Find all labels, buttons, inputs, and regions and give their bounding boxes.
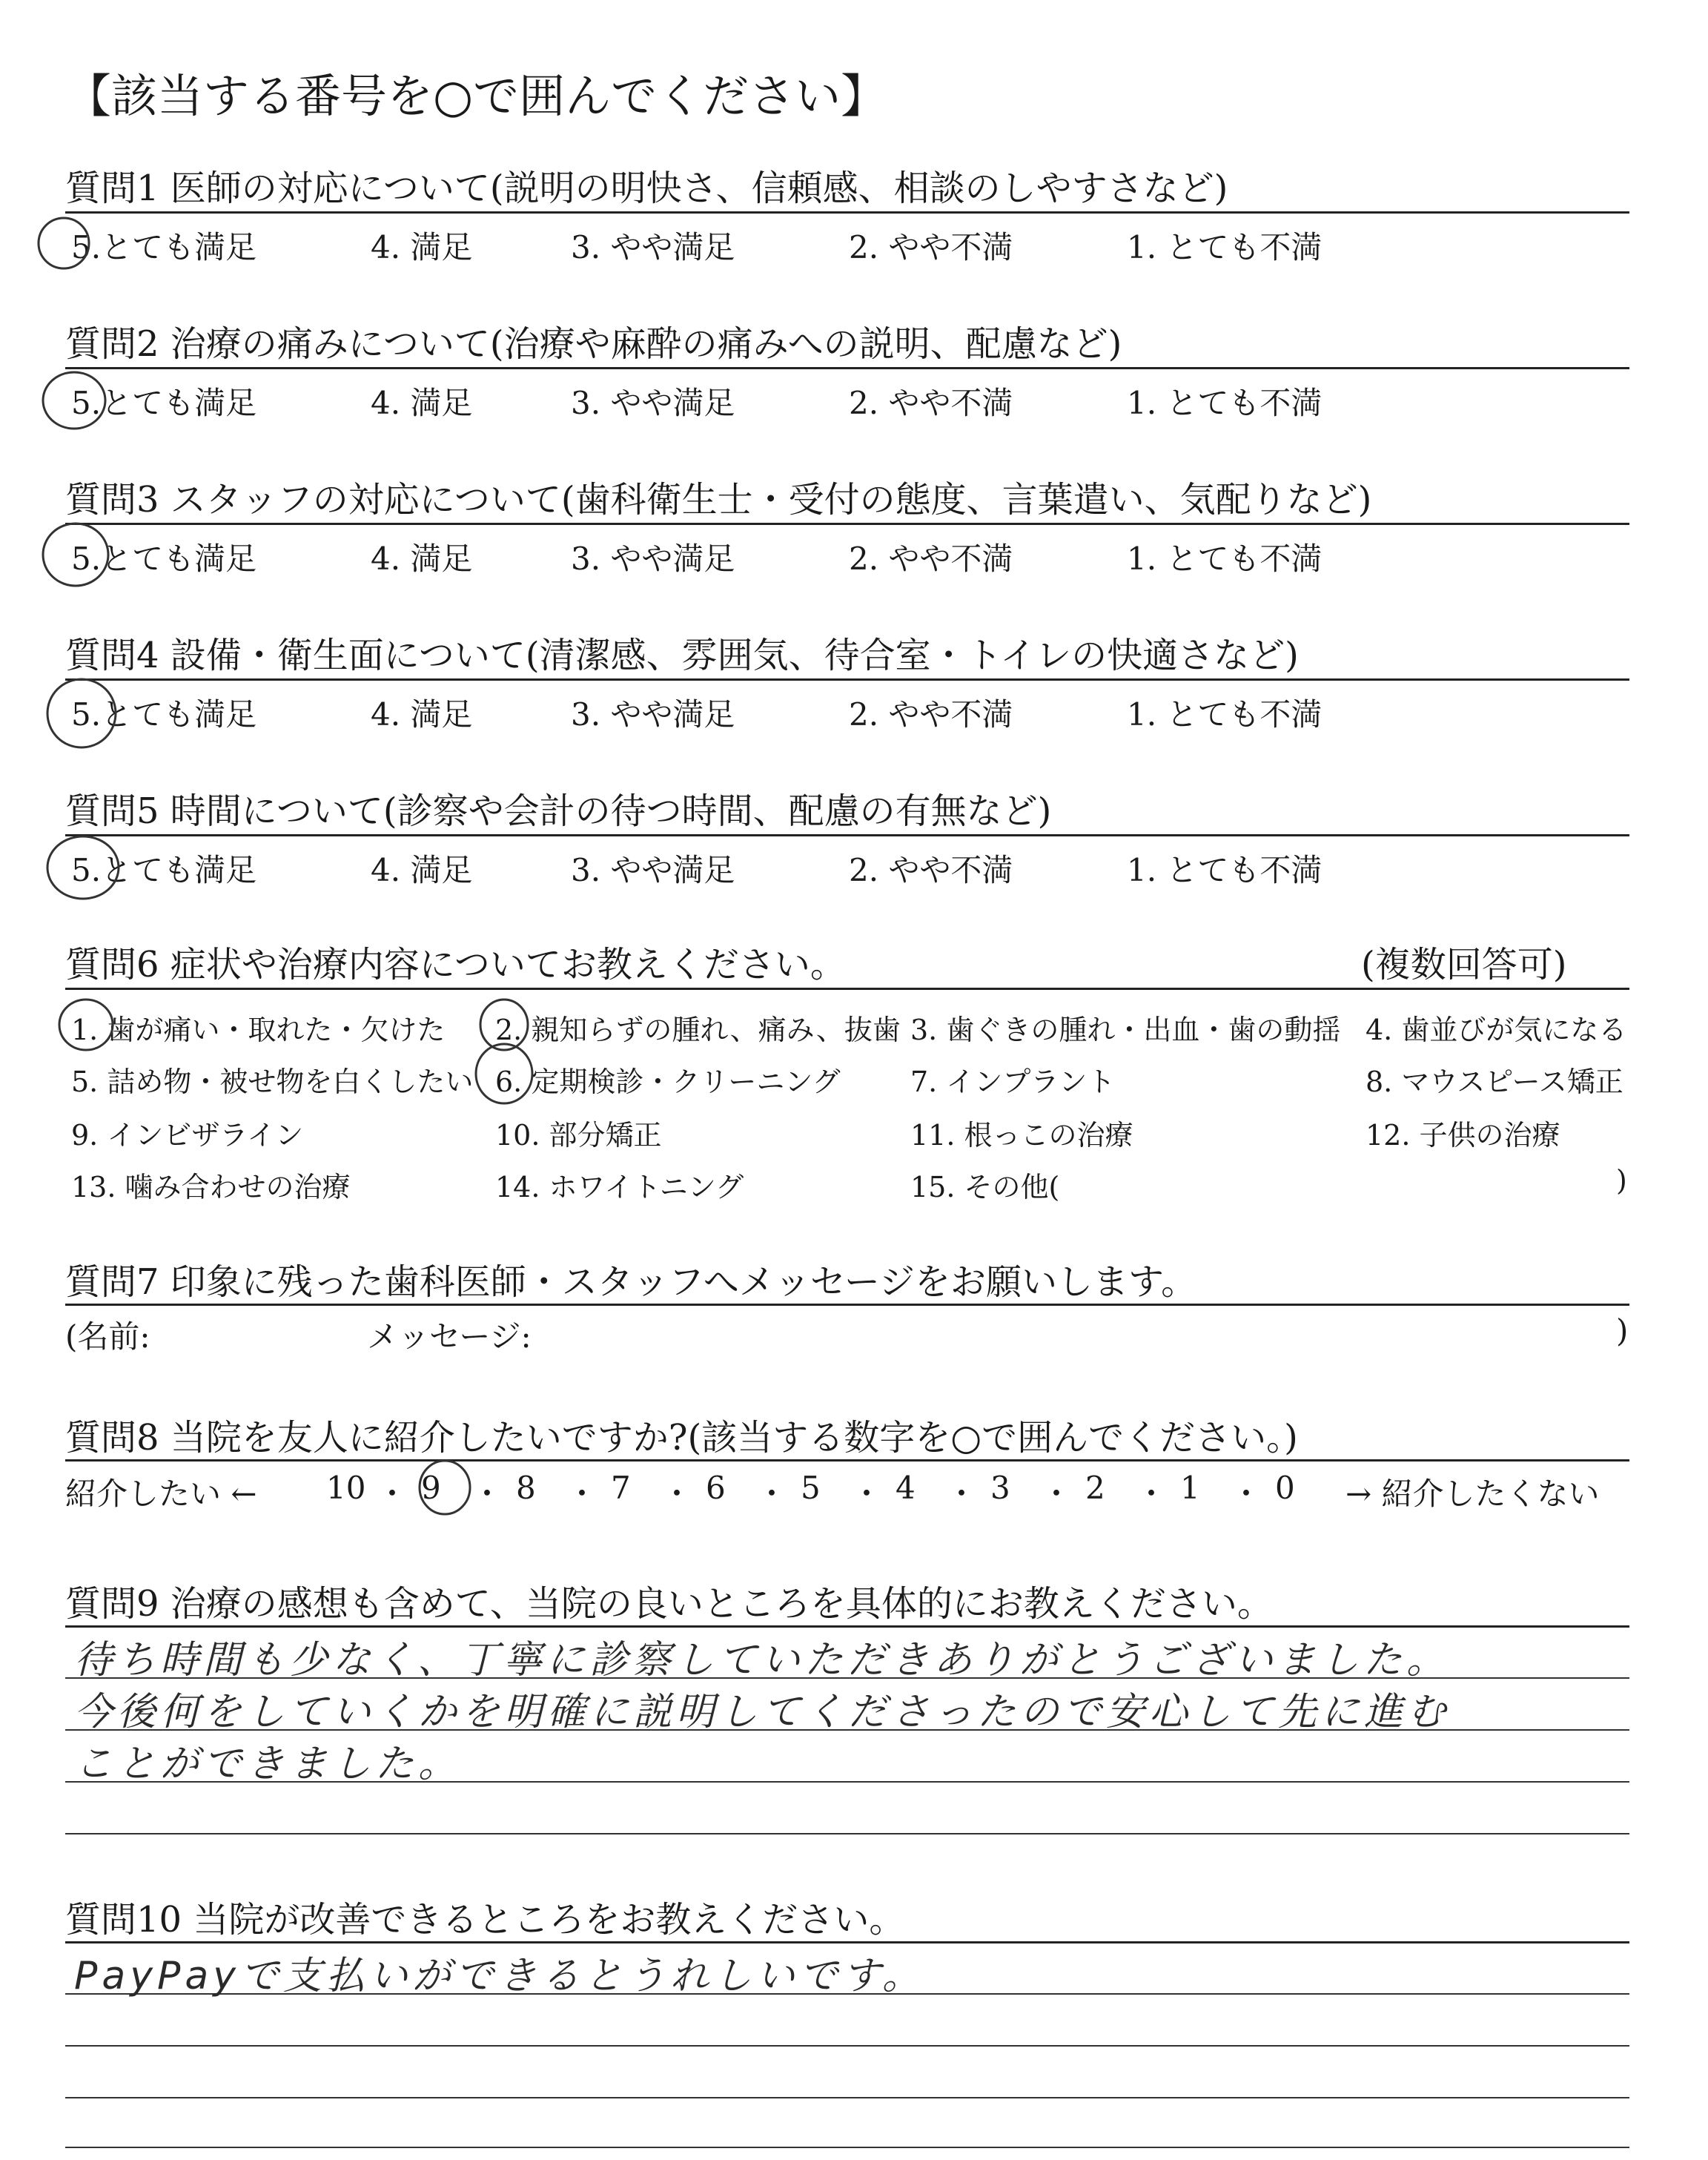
q7-name-label: (名前: [65, 1318, 150, 1355]
q6-option-12[interactable]: 12. 子供の治療 [1366, 1119, 1560, 1152]
q5-label: 質問5 時間について(診察や会計の待つ時間、配慮の有無など) [65, 790, 1052, 832]
q6-option-14[interactable]: 14. ホワイトニング [495, 1171, 744, 1203]
q1-option-2[interactable]: 2. やや不満 [849, 229, 1013, 265]
q6-option-7[interactable]: 7. インプラント [910, 1066, 1116, 1098]
q1-option-1[interactable]: 1. とても不満 [1127, 229, 1323, 265]
q8-score-1[interactable]: 1 [1180, 1470, 1200, 1506]
q8-score-7[interactable]: 7 [611, 1470, 631, 1506]
q3-label: 質問3 スタッフの対応について(歯科衛生士・受付の態度、言葉遣い、気配りなど) [65, 479, 1372, 521]
q2-option-3[interactable]: 3. やや満足 [571, 385, 735, 421]
q6-option-15[interactable]: 15. その他( [910, 1171, 1060, 1203]
q8-score-10[interactable]: 10 [326, 1470, 366, 1506]
q2-option-4[interactable]: 4. 満足 [371, 385, 473, 421]
q8-score-3[interactable]: 3 [990, 1470, 1010, 1506]
q2-circle-mark [43, 372, 105, 429]
q5-circle-mark [47, 836, 119, 899]
q6-label: 質問6 症状や治療内容についてお教えください。 [65, 944, 846, 985]
q2-option-2[interactable]: 2. やや不満 [849, 385, 1013, 421]
q8-score-8[interactable]: 8 [516, 1470, 536, 1506]
q3-option-2[interactable]: 2. やや不満 [849, 541, 1013, 577]
q3-option-4[interactable]: 4. 満足 [371, 541, 473, 577]
q4-option-4[interactable]: 4. 満足 [371, 696, 473, 733]
q8-left-label: 紹介したい ← [65, 1476, 257, 1512]
q6-option-3[interactable]: 3. 歯ぐきの腫れ・出血・歯の動揺 [910, 1014, 1341, 1046]
q8-separator: ・ [661, 1476, 693, 1512]
q8-score-9[interactable]: 9 [421, 1470, 441, 1506]
q8-separator: ・ [566, 1476, 598, 1512]
q1-circle-mark [39, 218, 89, 268]
q8-separator: ・ [471, 1476, 503, 1512]
q5-option-3[interactable]: 3. やや満足 [571, 852, 735, 888]
q6-option-1[interactable]: 1. 歯が痛い・取れた・欠けた [71, 1014, 446, 1046]
q4-label: 質問4 設備・衛生面について(清潔感、雰囲気、待合室・トイレの快適さなど) [65, 635, 1299, 676]
q6-option-10[interactable]: 10. 部分矯正 [495, 1119, 662, 1152]
q8-separator: ・ [851, 1476, 883, 1512]
q3-option-1[interactable]: 1. とても不満 [1127, 541, 1323, 577]
q4-option-5[interactable]: 5.とても満足 [71, 696, 257, 733]
q6-note: (複数回答可) [1361, 944, 1567, 985]
q6-option-6-circle-mark [476, 1044, 532, 1103]
q8-score-4[interactable]: 4 [896, 1470, 916, 1506]
q8-label: 質問8 当院を友人に紹介したいですか?(該当する数字を○で囲んでください。) [65, 1417, 1298, 1459]
q6-option-2[interactable]: 2. 親知らずの腫れ、痛み、抜歯 [495, 1014, 901, 1046]
q9-answer-line: ことができました。 [74, 1742, 462, 1786]
q5-option-5[interactable]: 5.とても満足 [71, 852, 257, 888]
q8-separator: ・ [1231, 1476, 1262, 1512]
q2-option-5[interactable]: 5.とても満足 [71, 385, 257, 421]
q8-score-5[interactable]: 5 [801, 1470, 821, 1506]
q1-option-4[interactable]: 4. 満足 [371, 229, 473, 265]
q4-option-2[interactable]: 2. やや不満 [849, 696, 1013, 733]
q10-answer-line: PayPayで支払いができるとうれしいです。 [74, 1954, 925, 1998]
q9-label: 質問9 治療の感想も含めて、当院の良いところを具体的にお教えください。 [65, 1583, 1273, 1625]
q9-answer-line: 今後何をしていくかを明確に説明してくださったので安心して先に進む [74, 1690, 1451, 1734]
q7-message-label: メッセージ: [367, 1318, 532, 1355]
q8-separator: ・ [946, 1476, 978, 1512]
q6-option-1-circle-mark [59, 1000, 113, 1050]
q8-score-0[interactable]: 0 [1275, 1470, 1295, 1506]
q4-option-1[interactable]: 1. とても不満 [1127, 696, 1323, 733]
q6-option-9[interactable]: 9. インビザライン [71, 1119, 304, 1152]
q6-option-4[interactable]: 4. 歯並びが気になる [1366, 1014, 1627, 1046]
q6-option-8[interactable]: 8. マウスピース矯正 [1366, 1066, 1623, 1098]
q3-option-3[interactable]: 3. やや満足 [571, 541, 735, 577]
q3-option-5[interactable]: 5.とても満足 [71, 541, 257, 577]
q1-option-5[interactable]: 5.とても満足 [71, 229, 257, 265]
q8-separator: ・ [756, 1476, 788, 1512]
q6-option-5[interactable]: 5. 詰め物・被せ物を白くしたい [71, 1066, 474, 1098]
q7-label: 質問7 印象に残った歯科医師・スタッフへメッセージをお願いします。 [65, 1261, 1197, 1303]
q2-option-1[interactable]: 1. とても不満 [1127, 385, 1323, 421]
q2-label: 質問2 治療の痛みについて(治療や麻酔の痛みへの説明、配慮など) [65, 323, 1122, 365]
q6-option-2-circle-mark [480, 1000, 528, 1050]
q6-option-11[interactable]: 11. 根っこの治療 [910, 1119, 1133, 1152]
q8-separator: ・ [1136, 1476, 1168, 1512]
q1-option-3[interactable]: 3. やや満足 [571, 229, 735, 265]
q7-close-paren: ) [1616, 1312, 1629, 1349]
q8-score-circle-mark [420, 1461, 470, 1514]
q10-label: 質問10 当院が改善できるところをお教えください。 [65, 1899, 905, 1941]
q9-answer-line: 待ち時間も少なく、丁寧に診察していただきありがとうございました。 [74, 1638, 1449, 1682]
q4-option-3[interactable]: 3. やや満足 [571, 696, 735, 733]
q8-score-2[interactable]: 2 [1085, 1470, 1105, 1506]
q4-circle-mark [47, 679, 116, 747]
q8-right-label: → 紹介したくない [1345, 1476, 1600, 1512]
q8-separator: ・ [377, 1476, 408, 1512]
form-title: 【該当する番号を○で囲んでください】 [65, 69, 887, 123]
q6-option-13[interactable]: 13. 噛み合わせの治療 [71, 1171, 351, 1203]
q6-option-15-close-paren: ) [1616, 1164, 1627, 1197]
q6-option-6[interactable]: 6. 定期検診・クリーニング [495, 1066, 841, 1098]
q5-option-2[interactable]: 2. やや不満 [849, 852, 1013, 888]
q3-circle-mark [43, 524, 108, 586]
q8-separator: ・ [1041, 1476, 1073, 1512]
q5-option-4[interactable]: 4. 満足 [371, 852, 473, 888]
q8-score-6[interactable]: 6 [706, 1470, 726, 1506]
q5-option-1[interactable]: 1. とても不満 [1127, 852, 1323, 888]
q1-label: 質問1 医師の対応について(説明の明快さ、信頼感、相談のしやすさなど) [65, 168, 1228, 209]
